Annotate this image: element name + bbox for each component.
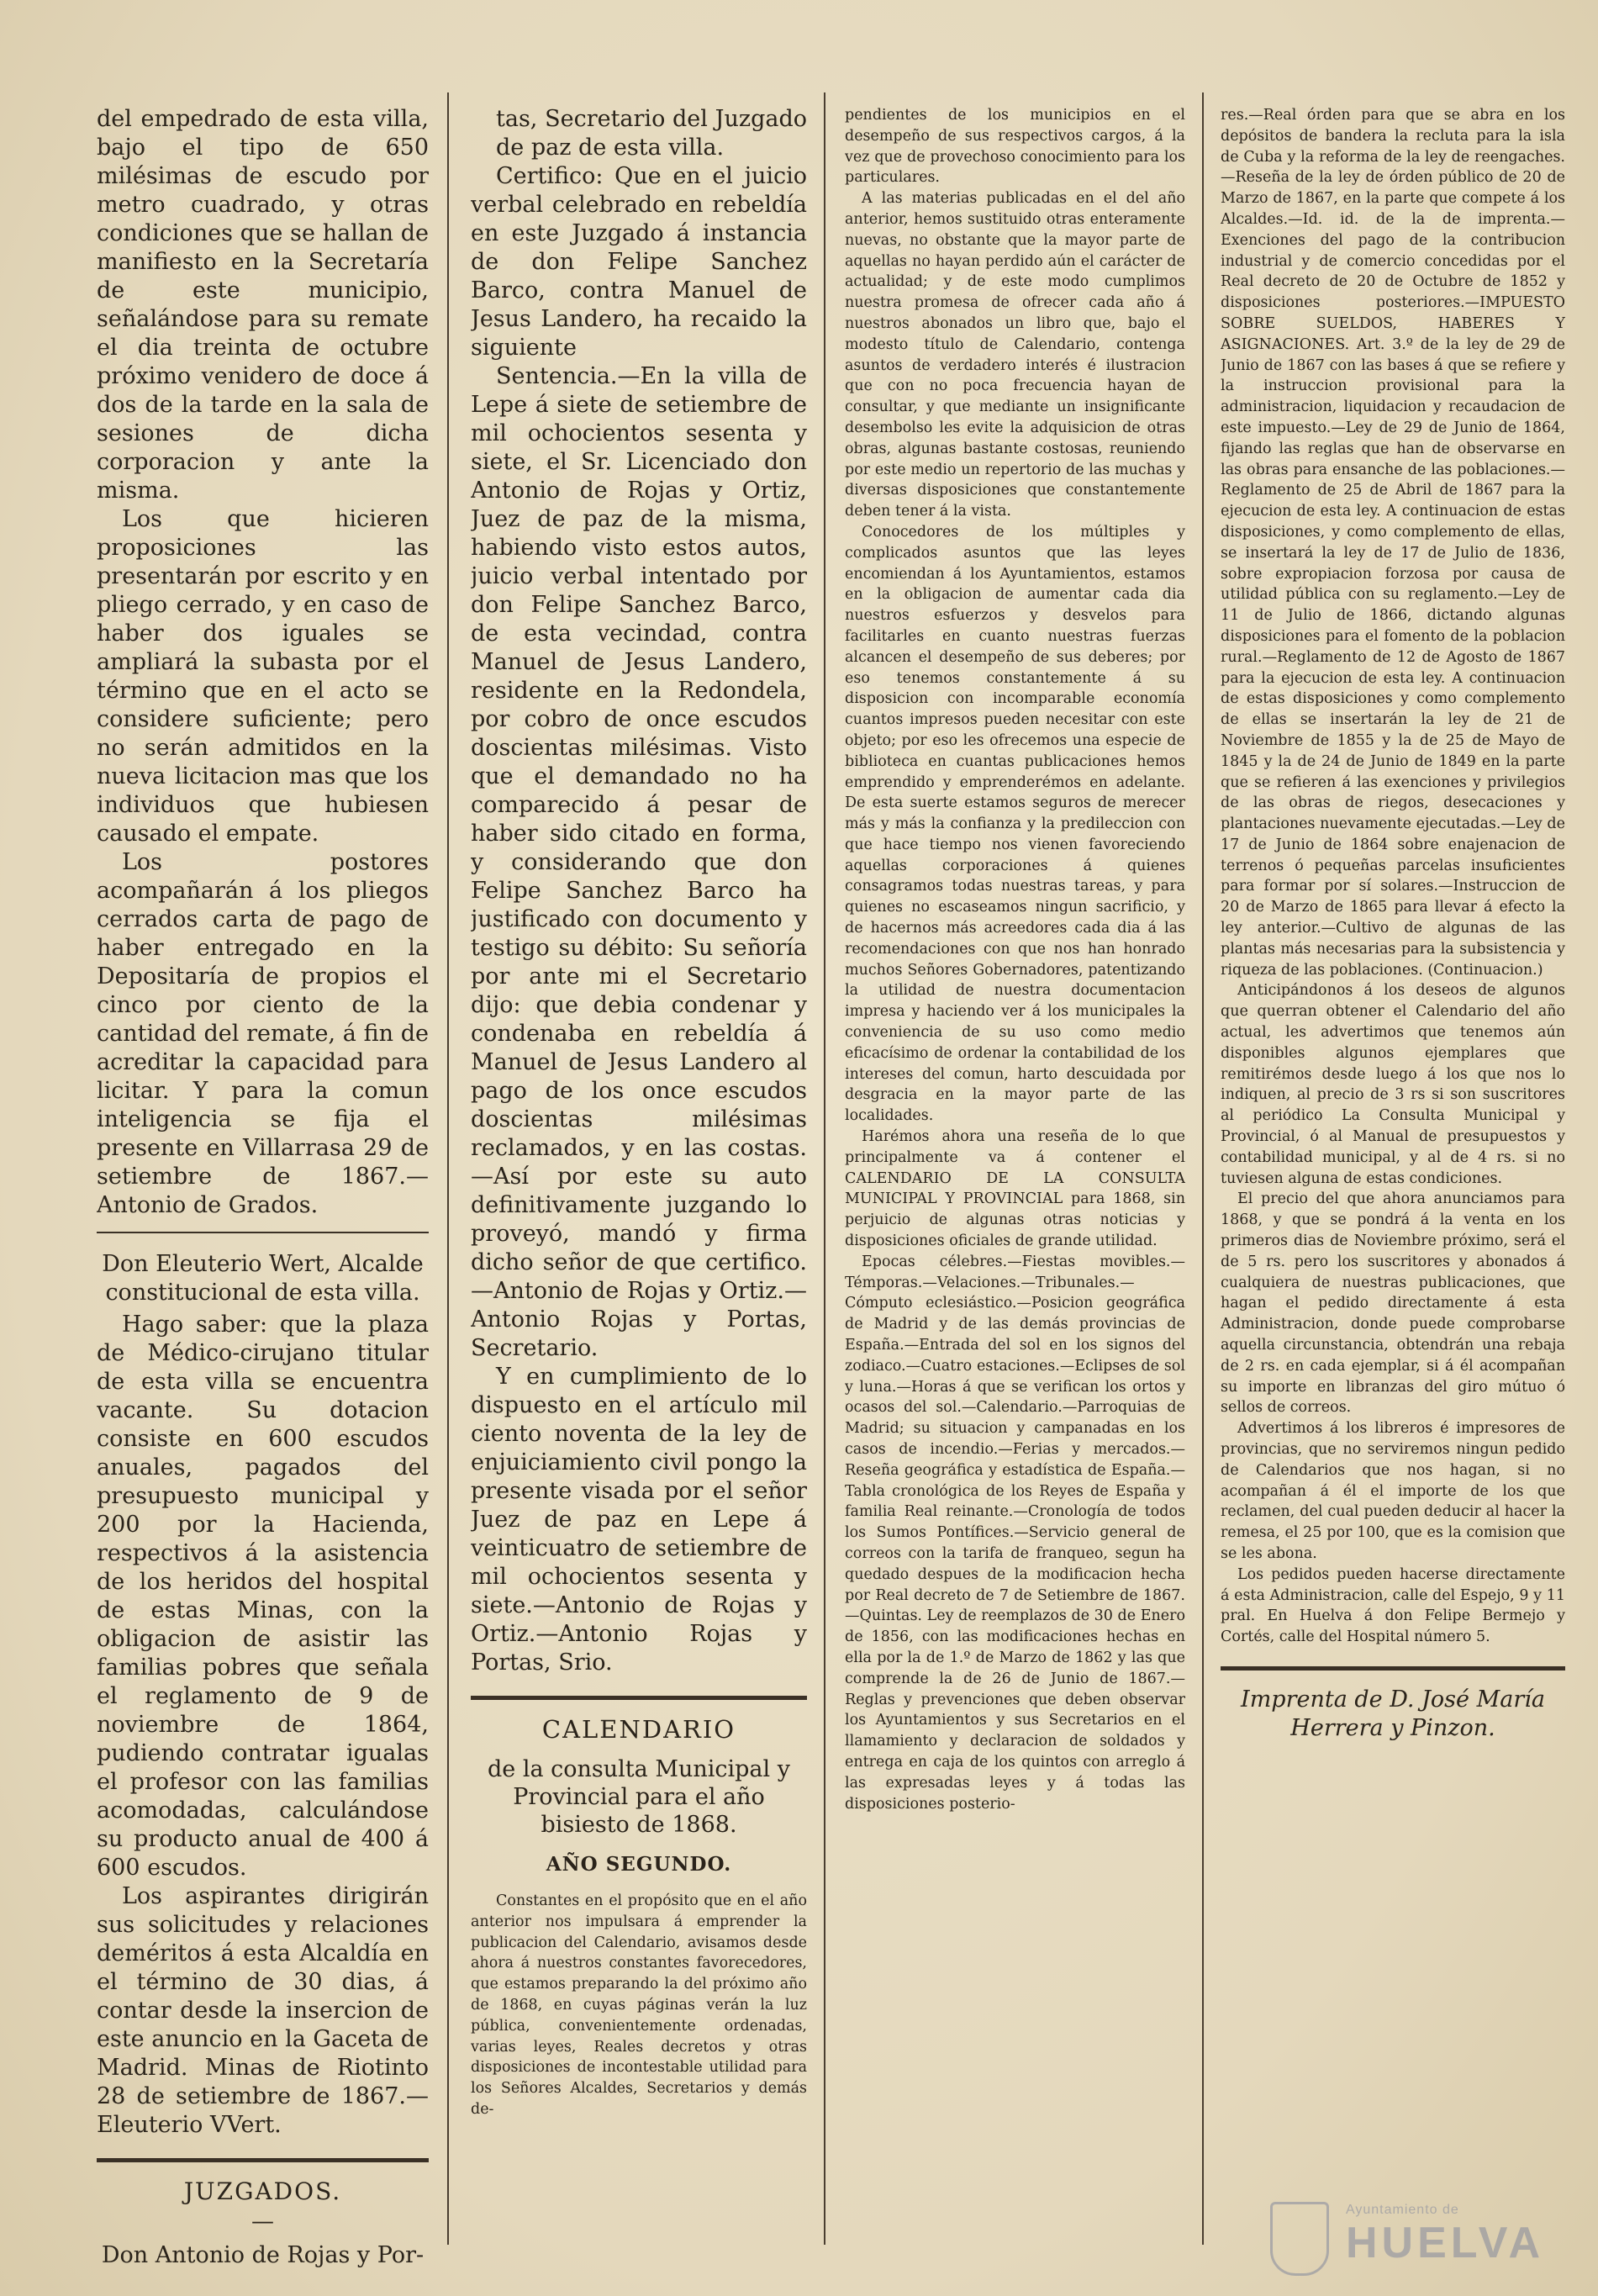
section-divider — [471, 1696, 807, 1700]
paragraph: Anticipándonos á los deseos de algunos que querran obtener el Calendario del año actual, les advertimos que tenemos aún disponibles algunos ejemplares que remitirémos desde luego á los que nos lo indiquen, al precio de 3 rs si son suscritores al periódico La Consulta Municipal y Provincial, ó al Manual de presupuestos y contabilidad municipal, y al de 4 rs. si no tuviesen alguna de estas condiciones. — [1221, 982, 1565, 1187]
heading-dash: — — [251, 2209, 274, 2235]
column-4 — [1221, 105, 1565, 1743]
paragraph: tas, Secretario del Juzgado de paz de esta villa. — [496, 106, 807, 161]
paragraph: El precio del que ahora anunciamos para 1868, y que se pondrá á la venta en los primeros dias de Noviembre próximo, será el de 5 rs. pero los suscritores y abonados á cualquiera de nuestras publicaciones, que hagan el pedido directamente á esta Administracion, donde puede comprobarse aquella circunstancia, obtendrán una rebaja de 2 rs. en cada ejemplar, si á él acompañan su importe en libranzas del giro mútuo ó sellos de correos. — [1221, 1190, 1565, 1417]
paragraph: Certifico: Que en el juicio verbal celebrado en rebeldía en este Juzgado á instancia de don Felipe Sanchez Barco, contra Manuel de Jesus Landero, ha recaido la siguiente — [471, 163, 807, 361]
paragraph: Epocas célebres.—Fiestas movibles.—Témporas.—Velaciones.—Tribunales.—Cómputo eclesiástico.—Posicion geográfica de Madrid y de las demás provincias de España.—Entrada del sol en los signos del zodiaco.—Cuatro estaciones.—Eclipses de sol y luna.—Horas á que se verifican los ortos y ocasos del sol.—Calendario.—Parroquias de Madrid; su situacion y campanadas en los casos de incendio.—Ferias y mercados.—Reseña geográfica y estadística de España.—Tabla cronológica de los Reyes de España y familia Real reinante.—Cronología de todos los Sumos Pontífices.—Servicio general de correos con la tarifa de franqueo, segun ha quedado despues de la modificacion hecha por Real decreto de 7 de Setiembre de 1867.—Quintas. Ley de reemplazos de 30 de Enero de 1856, con las modificaciones hechas en ella por la de 1.º de Marzo de 1862 y las que comprende la de 26 de Junio de 1867.—Reglas y prevenciones que deben observar los Ayuntamientos y sus Secretarios en el llamamiento y declaracion de soldados y entrega en caja de los quintos con arreglo á las expresadas leyes y á todas las disposiciones posterio- — [845, 1253, 1185, 1813]
column-rule — [1202, 92, 1204, 2245]
calendar-subtitle: de la consulta Municipal y Provincial para el año bisiesto de 1868. — [487, 1756, 790, 1838]
paragraph: Los que hicieren proposiciones las presentarán por escrito y en pliego cerrado, y en caso de haber dos iguales se ampliará la subasta por el término que en el acto se considere suficiente; pero no serán admitidos en la nueva licitacion mas que los individuos que hubiesen causado el empate. — [97, 506, 429, 847]
paragraph: del empedrado de esta villa, bajo el tipo de 650 milésimas de escudo por metro cuadrado, y otras condiciones que se hallan de manifiesto en la Secretaría de este municipio, señalándose para su remate el dia treinta de octubre próximo venidero de doce á dos de la tarde en la sala de sesiones de dicha corporacion y ante la misma. — [97, 106, 429, 504]
section-heading: JUZGADOS. — [183, 2177, 342, 2205]
paragraph: Los aspirantes dirigirán sus solicitudes y relaciones deméritos á esta Alcaldía en el término de 30 dias, á contar desde la insercion de este anuncio en la Gaceta de Madrid. Minas de Riotinto 28 de setiembre de 1867.—Eleuterio VVert. — [97, 1883, 429, 2138]
column-rule — [447, 92, 449, 2245]
paragraph: Advertimos á los libreros é impresores de provincias, que no serviremos ningun pedido de Calendarios que nos hagan, si no acompañan á él el importe de los que reclamen, del cual pueden deducir al hacer la remesa, el 25 por 100, que es la comision que se les abona. — [1221, 1420, 1565, 1562]
column-rule — [824, 92, 825, 2245]
imprint-line: Herrera y Pinzon. — [1290, 1714, 1495, 1741]
column-2 — [471, 105, 807, 2120]
paragraph: pendientes de los municipios en el desempeño de sus respectivos cargos, á la vez que de provechoso conocimiento para los particulares. — [845, 107, 1185, 187]
paragraph: Los pedidos pueden hacerse directamente á esta Administracion, calle del Espejo, 9 y 11 pral. En Huelva á don Felipe Bermejo y Cortés, calle del Hospital número 5. — [1221, 1565, 1565, 1646]
printer-imprint — [1221, 1686, 1565, 1743]
divider — [97, 1232, 429, 1233]
column-1 — [97, 105, 429, 2270]
section-divider — [1221, 1666, 1565, 1671]
paragraph: A las materias publicadas en el del año anterior, hemos sustituido otras enteramente nuevas, no obstante que la mayor parte de aquellas no hayan perdido aún el carácter de actualidad; y de este modo cumplimos nuestra promesa de ofrecer cada año á nuestros abonados un libro que, bajo el modesto título de Calendario, contenga asuntos de verdadero interés é ilustracion que con no poca frecuencia hayan de consultar, y que mediante un insignificante desembolso les evite la adquisicion de otras obras, algunas bastante costosas, reuniendo por este medio un repertorio de las muchas y diversas disposiciones que constantemente deben tener á la vista. — [845, 190, 1185, 520]
notice-title: Don Eleuterio Wert, Alcalde constitucional de esta villa. — [102, 1251, 424, 1306]
column-3 — [845, 105, 1185, 1814]
paragraph: Don Antonio de Rojas y Por- — [101, 2242, 425, 2268]
paragraph: Conocedores de los múltiples y complicados asuntos que las leyes encomiendan á los Ayuntamientos, estamos en la obligacion de aumentar cada dia nuestros esfuerzos y desvelos para facilitarles en cuanto nuestras fuerzas alcancen el desempeño de sus deberes; por eso tenemos constantemente á su disposicion con incomparable economía cuantos impresos pueden necesitar con este objeto; por eso les ofrecemos una especie de biblioteca en cuantas publicaciones hemos emprendido y emprenderémos en adelante. De esta suerte estamos seguros de merecer más y más la confianza y la predileccion con que hace tiempo nos vienen favoreciendo aquellas corporaciones á quienes consagramos todas nuestras tareas, y para quienes no escaseamos ningun sacrificio, y de hacernos más acreedores cada dia á las recomendaciones con que nos han honrado muchos Señores Gobernadores, patentizando la utilidad de nuestra documentacion impresa y haciendo ver á los municipales la conveniencia de su uso como medio eficacísimo de ordenar la contabilidad de los intereses del comun, harto descuidada por desgracia en la mayor parte de las localidades. — [845, 523, 1185, 1125]
paragraph: Y en cumplimiento de lo dispuesto en el artículo mil ciento noventa de la ley de enjuiciamiento civil pongo la presente visada por el señor Juez de paz en Lepe á veinticuatro de setiembre de mil ochocientos sesenta y siete.—Antonio de Rojas y Ortiz.—Antonio Rojas y Portas, Srio. — [471, 1364, 807, 1676]
paragraph: Constantes en el propósito que en el año anterior nos impulsara á emprender la publicacion del Calendario, avisamos desde ahora á nuestros constantes favorecedores, que estamos preparando la del próximo año de 1868, en cuyas páginas verán la luz pública, convenientemente ordenadas, varias leyes, Reales decretos y otras disposiciones de incontestable utilidad para los Señores Alcaldes, Secretarios y demás de- — [471, 1892, 807, 2118]
watermark-small-text: Ayuntamiento de — [1346, 2203, 1459, 2217]
paragraph: Los postores acompañarán á los pliegos cerrados carta de pago de haber entregado en la Depositaría de propios el cinco por ciento de la cantidad del remate, á fin de acreditar la capacidad para licitar. Y para la comun inteligencia se fija el presente en Villarrasa 29 de setiembre de 1867.—Antonio de Grados. — [97, 849, 429, 1218]
section-divider — [97, 2158, 429, 2162]
paragraph: Hago saber: que la plaza de Médico-cirujano titular de esta villa se encuentra vacante. Su dotacion consiste en 600 escudos anuales, pagados del presupuesto municipal y 200 por la Hacienda, respectivos á la asistencia de los heridos del hospital de estas Minas, con la obligacion de asistir las familias pobres que señala el reglamento de 9 de noviembre de 1864, pudiendo contratar igualas el profesor con las familias acomodadas, calculándose su producto anual de 400 á 600 escudos. — [97, 1312, 429, 1881]
shield-icon — [1270, 2202, 1329, 2276]
calendar-title: CALENDARIO — [541, 1715, 736, 1744]
watermark-logo — [1270, 2198, 1548, 2278]
calendar-year-label: AÑO SEGUNDO. — [546, 1853, 732, 1876]
watermark-text: HUELVA — [1346, 2219, 1545, 2267]
imprint-line: Imprenta de D. José María — [1241, 1686, 1545, 1713]
paragraph: res.—Real órden para que se abra en los depósitos de bandera la recluta para la isla de Cuba y la reforma de la ley de reengaches.—Reseña de la ley de órden público de 20 de Marzo de 1867, en la parte que compete á los Alcaldes.—Id. id. de la de imprenta.—Exenciones del pago de la contribucion industrial y de comercio concedidas por el Real decreto de 20 de Octubre de 1852 y disposiciones posteriores.—IMPUESTO SOBRE SUELDOS, HABERES Y ASIGNACIONES. Art. 3.º de la ley de 29 de Junio de 1867 con las bases á que se refiere y la instruccion provisional para la administracion, liquidacion y recaudacion de este impuesto.—Ley de 29 de Junio de 1864, fijando las reglas que han de observarse en las obras para ensanche de las poblaciones.—Reglamento de 25 de Abril de 1867 para la ejecucion de esta ley. A continuacion de estas disposiciones, y como complemento de ellas, se insertará la ley de 17 de Julio de 1836, sobre expropiacion forzosa por causa de utilidad pública con su reglamento.—Ley de 11 de Julio de 1866, dictando algunas disposiciones para el fomento de la poblacion rural.—Reglamento de 12 de Agosto de 1867 para la ejecucion de esta ley. A continuacion de estas disposiciones y como complemento de ellas se insertarán la ley de 21 de Noviembre de 1855 y la de 25 de Mayo de 1845 y la de 24 de Junio de 1849 en la parte que se refieren á las exenciones y privilegios de las obras de riegos, desecaciones y plantaciones nuevamente ejecutadas.—Ley de 17 de Junio de 1864 sobre enajenacion de terrenos ó pequeñas parcelas insuficientes para formar por sí solares.—Instruccion de 20 de Marzo de 1865 para llevar á efecto la ley anterior.—Cultivo de algunas de las plantas más necesarias para la subsistencia y riqueza de las poblaciones. (Continuacion.) — [1221, 107, 1565, 979]
paragraph: Harémos ahora una reseña de lo que principalmente va á contener el CALENDARIO DE LA CONSULTA MUNICIPAL Y PROVINCIAL para 1868, sin perjuicio de algunas otras noticias y disposiciones oficiales de grande utilidad. — [845, 1128, 1185, 1250]
paragraph: Sentencia.—En la villa de Lepe á siete de setiembre de mil ochocientos sesenta y siete, el Sr. Licenciado don Antonio de Rojas y Ortiz, Juez de paz de la misma, habiendo visto estos autos, juicio verbal intentado por don Felipe Sanchez Barco, de esta vecindad, contra Manuel de Jesus Landero, residente en la Redondela, por cobro de once escudos doscientas milésimas. Visto que el demandado no ha comparecido á pesar de haber sido citado en forma, y considerando que don Felipe Sanchez Barco ha justificado con documento y testigo su débito: Su señoría por ante mi el Secretario dijo: que debia condenar y condenaba en rebeldía á Manuel de Jesus Landero al pago de los once escudos doscientas milésimas reclamados, y en las costas.—Así por este su auto definitivamente juzgando lo proveyó, mandó y firma dicho señor de que certifico.—Antonio de Rojas y Ortiz.—Antonio Rojas y Portas, Secretario. — [471, 363, 807, 1361]
